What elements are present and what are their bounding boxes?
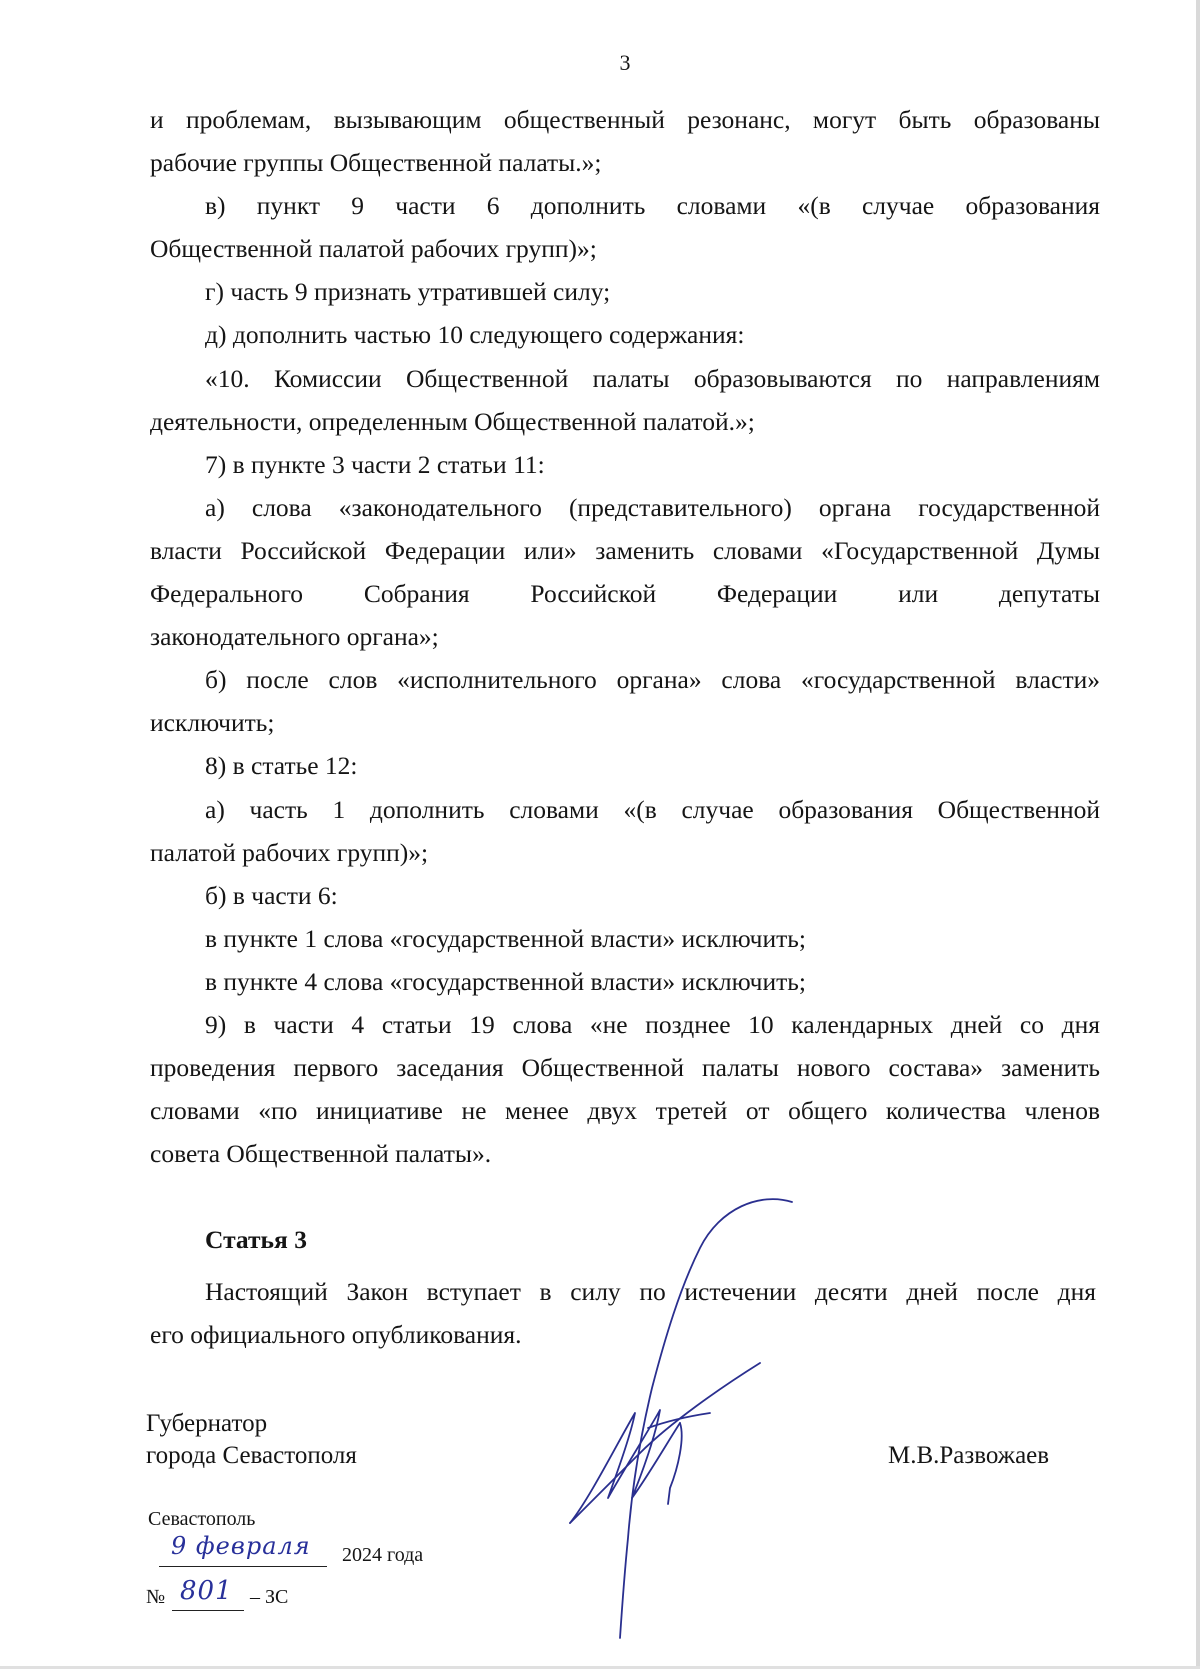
signing-date [146,1532,466,1574]
handwritten-signature [560,1188,810,1648]
signatory-name: М.В.Развожаев [888,1442,1050,1469]
text-line: в пункте 4 слова «государственной власти» исключить; [205,966,806,996]
handwritten-number: 801 [180,1576,233,1606]
text-line: б) после слов «исполнительного органа» слова «государственной власти» [205,665,1100,695]
text-line: 9) в части 4 статьи 19 слова «не позднее 10 календарных дней со дня [205,1009,1100,1039]
text-line: «10. Комиссии Общественной палаты образовываются по направлениям [205,363,1100,393]
signatory-title-line: города Севастополя [146,1442,357,1469]
text-line: а) часть 1 дополнить словами «(в случае образования Общественной [205,794,1100,824]
page-number: 3 [619,50,631,75]
paragraph [150,917,1100,960]
text-line: Общественной палатой рабочих групп)»; [150,234,597,264]
text-line: палатой рабочих групп)»; [150,837,429,867]
signatory-title [146,1408,357,1472]
handwritten-date: 9 февраля [171,1532,311,1560]
paragraph [150,270,1100,313]
text-line: д) дополнить частью 10 следующего содержания: [205,320,745,350]
text-line: законодательного органа»; [150,622,439,652]
paragraph [150,960,1100,1003]
text-line: г) часть 9 признать утратившей силу; [205,277,611,307]
text-line: словами «по инициативе не менее двух третей от общего количества членов [150,1096,1100,1126]
text-line: в пункте 1 слова «государственной власти» исключить; [205,923,806,953]
law-number [146,1576,346,1616]
paragraph [150,357,1100,443]
paragraph [150,1003,1100,1175]
place-of-signing: Севастополь [148,1508,256,1530]
handwritten-number-field [172,1576,244,1611]
article-heading: Статья 3 [205,1225,307,1254]
text-line: рабочие группы Общественной палаты.»; [150,148,602,178]
text-line: и проблемам, вызывающим общественный резонанс, могут быть образованы [150,105,1100,134]
paragraph [150,788,1100,874]
number-suffix: – ЗС [250,1586,289,1608]
text-line: совета Общественной палаты». [150,1139,492,1169]
paragraph [150,486,1100,658]
text-line: деятельности, определенным Общественной палатой.»; [150,406,755,436]
text-line: 7) в пункте 3 части 2 статьи 11: [205,449,545,479]
paragraph [150,184,1100,270]
signatory-title-line: Губернатор [146,1410,268,1437]
handwritten-date-field [159,1532,327,1567]
text-line: а) слова «законодательного (представительного) органа государственной [205,492,1100,522]
date-year: 2024 года [342,1544,424,1566]
body-text [150,98,1100,1175]
text-line: б) в части 6: [205,880,338,910]
paragraph [150,874,1100,917]
text-line: Настоящий Закон вступает в силу по истечении десяти дней после дня [205,1277,1096,1306]
text-line: исключить; [150,708,275,738]
paragraph [150,98,1100,184]
number-sign: № [146,1586,166,1608]
scan-edge [1196,0,1200,1669]
text-line: его официального опубликования. [150,1320,522,1349]
text-line: проведения первого заседания Общественной палаты нового состава» заменить [150,1053,1100,1083]
text-line: 8) в статье 12: [205,751,358,781]
text-line: Федерального Собрания Российской Федерации или депутаты [150,579,1100,609]
paragraph [150,744,1100,787]
paragraph [150,658,1100,744]
paragraph [150,313,1100,356]
paragraph [150,443,1100,486]
text-line: власти Российской Федерации или» заменить словами «Государственной Думы [150,535,1100,565]
text-line: в) пункт 9 части 6 дополнить словами «(в случае образования [205,191,1100,221]
